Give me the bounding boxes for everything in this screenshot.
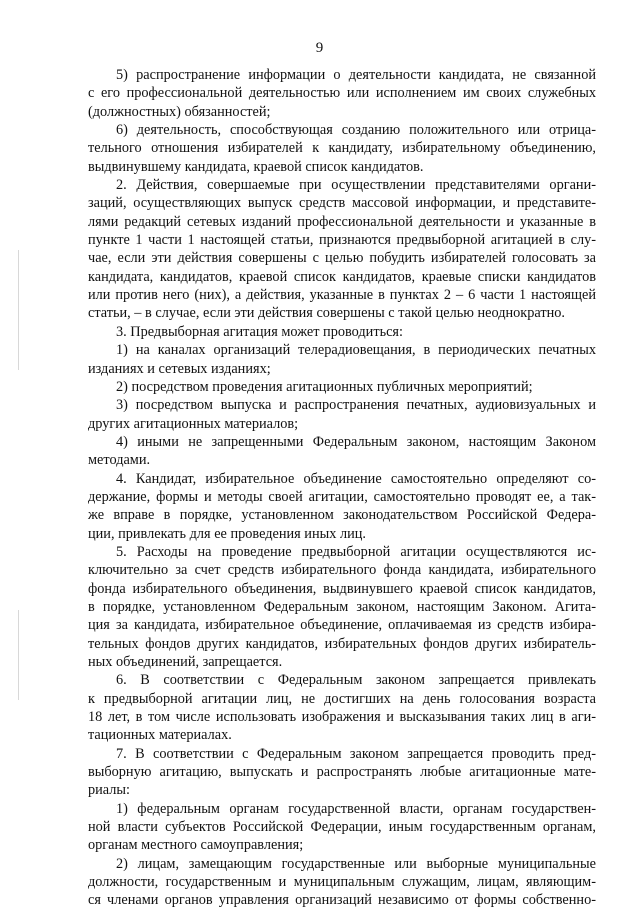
paragraph [88,800,596,855]
paragraph [88,396,596,433]
text-line: 6. В соответствии с Федеральным законом запрещается привлекать [116,672,596,689]
text-line: ции, привлекать для ее проведения иных лиц. [88,525,366,542]
text-line: фонда избирательного объединения, выдвинувшего краевой список кандидатов, [88,580,596,597]
text-line: выдвинувшему кандидата, краевой список кандидатов. [88,158,424,175]
text-line: 5) распространение информации о деятельности кандидата, не связанной [116,67,596,83]
text-line: 18 лет, в том числе использовать изображения и высказывания таких лиц в аги- [88,709,596,726]
text-line: 3. Предвыборная агитация может проводиться: [116,323,403,340]
text-line: риалы: [88,782,130,799]
paragraph [88,855,596,910]
text-line: изданиях и сетевых изданиях; [88,360,271,377]
text-line: 4) иными не запрещенными Федеральным законом, настоящим Законом [116,433,596,450]
text-line: чае, если эти действия совершены с целью побудить избирателей голосовать за [88,250,596,267]
text-line: 1) федеральным органам государственной власти, органам государствен- [116,800,596,817]
text-line: заций, осуществляющих выпуск средств массовой информации, и представите- [88,195,596,212]
paragraph [88,433,596,470]
paragraph [88,323,596,341]
paragraph [88,378,596,396]
page-number: 9 [315,40,324,56]
text-line: тельного отношения избирателей к кандидату, избирательному объединению, [88,140,596,157]
text-line: 7. В соответствии с Федеральным законом запрещается проводить пред- [116,745,596,762]
text-line: или против него (них), а действия, указанные в пунктах 2 – 6 части 1 настоящей [88,287,596,304]
text-line: тационных материалах. [88,727,232,744]
text-line: 3) посредством выпуска и распространения печатных, аудиовизуальных и [116,397,596,414]
text-line: к предвыборной агитации лиц, не достигших на день голосования возраста [88,690,596,707]
text-line: других агитационных материалов; [88,415,299,432]
text-line: ных объединений, запрещается. [88,654,283,670]
text-line: выборную агитацию, выпускать и распространять любые агитационные мате- [88,764,596,781]
text-line: 2. Действия, совершаемые при осуществлении представителями органи- [116,177,596,194]
text-line: же вправе в порядке, установленном законодательством Российской Федера- [88,507,596,524]
text-line: с его профессиональной деятельностью или исполнением им своих служебных [88,85,596,102]
text-line: 4. Кандидат, избирательное объединение самостоятельно определяют со- [116,470,596,487]
paragraph [88,671,596,744]
paragraph [88,176,596,323]
text-line: ключительно за счет средств избирательного фонда кандидата, избирательного [88,562,596,579]
text-line: кандидата, кандидатов, краевой список кандидатов, краевые списки кандидатов [88,268,596,285]
text-line: 2) посредством проведения агитационных публичных мероприятий; [116,378,533,395]
text-line: органам местного самоуправления; [88,837,304,854]
paragraph [88,121,596,176]
text-line: держание, формы и методы своей агитации, самостоятельно проводят ее, а так- [88,488,596,505]
text-line: 5. Расходы на проведение предвыборной агитации осуществляются ис- [116,543,596,560]
text-line: должности, государственным и муниципальным служащим, лицам, являющим- [88,874,596,891]
scan-edge-mark [18,610,19,700]
text-line: методами. [88,452,151,469]
text-line: 1) на каналах организаций телерадиовещания, в периодических печатных [116,342,596,359]
text-line: тельных фондов других кандидатов, избирательных фондов других избиратель- [88,635,596,652]
document-body [88,66,596,910]
text-line: 2) лицам, замещающим государственные или выборные муниципальные [116,855,596,872]
paragraph [88,341,596,378]
text-line: статьи, – в случае, если эти действия совершены с такой целью неоднократно. [88,305,565,322]
text-line: в порядке, установленном Федеральным законом, настоящим Законом. Агита- [88,598,596,615]
paragraph [88,66,596,121]
text-line: лями редакций сетевых изданий профессиональной деятельности и указанные в [88,213,596,230]
paragraph [88,745,596,800]
scan-edge-mark [18,250,19,370]
text-line: ция за кандидата, избирательное объединение, оплачиваемая из средств избира- [88,617,596,634]
paragraph [88,470,596,543]
text-line: 6) деятельность, способствующая созданию положительного или отрица- [116,122,596,139]
text-line: ся членами органов управления организаций независимо от формы собственно- [88,892,596,909]
paragraph [88,543,596,671]
text-line: пункте 1 части 1 настоящей статьи, признаются предвыборной агитацией в слу- [88,232,596,249]
text-line: (должностных) обязанностей; [88,103,271,120]
text-line: ной власти субъектов Российской Федерации, иным государственным органам, [88,819,596,836]
